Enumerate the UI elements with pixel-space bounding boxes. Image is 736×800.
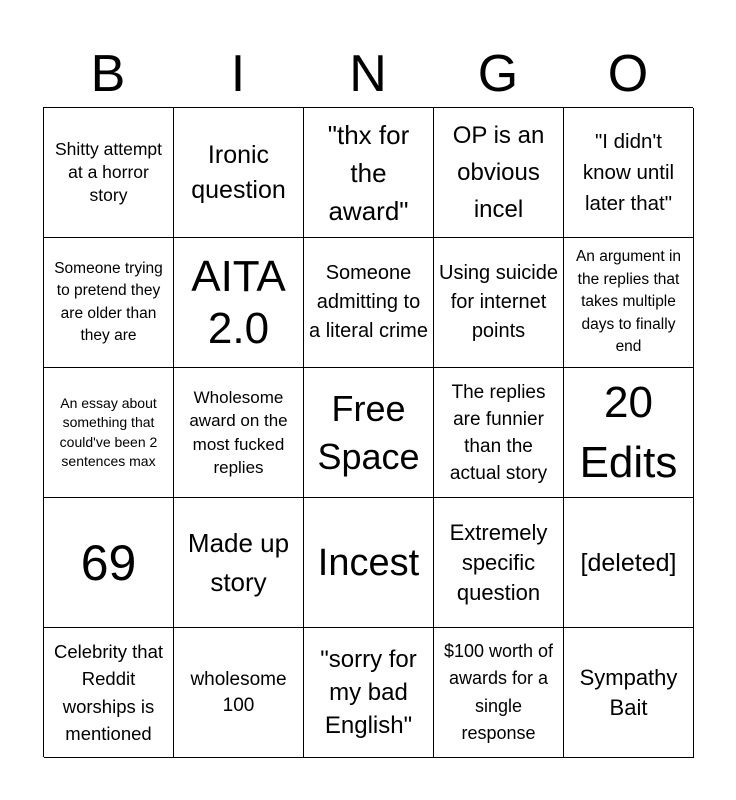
bingo-cell[interactable] <box>174 108 304 238</box>
bingo-cell[interactable] <box>564 368 694 498</box>
bingo-cell[interactable] <box>304 238 434 368</box>
bingo-cell[interactable] <box>304 498 434 628</box>
header-letter-i: I <box>230 45 246 103</box>
cell-text: Celebrity that Reddit worships is mentioned <box>54 640 163 744</box>
cell-text: wholesome 100 <box>190 668 287 716</box>
bingo-cell[interactable] <box>434 628 564 758</box>
cell-text: OP is an obvious incel <box>452 122 545 223</box>
cell-text: An argument in the replies that takes multiple days to finally end <box>575 248 682 356</box>
cell-text: The replies are funnier than the actual story <box>449 381 548 484</box>
cell-text: Extremely specific question <box>449 519 548 605</box>
bingo-cell[interactable] <box>434 238 564 368</box>
cell-text: Incest <box>317 541 420 584</box>
cell-text: "I didn't know until later that" <box>582 130 675 215</box>
bingo-cell[interactable] <box>44 368 174 498</box>
bingo-board <box>43 107 693 757</box>
bingo-cell[interactable] <box>564 238 694 368</box>
header-letter-b: B <box>90 45 126 103</box>
cell-text: Someone admitting to a literal crime <box>309 262 428 342</box>
cell-text: AITA 2.0 <box>191 251 286 353</box>
bingo-cell[interactable] <box>44 498 174 628</box>
header-letter-o: O <box>607 45 649 103</box>
bingo-cell[interactable] <box>434 368 564 498</box>
bingo-cell[interactable] <box>44 628 174 758</box>
cell-text: Made up story <box>187 527 290 597</box>
bingo-cell[interactable] <box>44 238 174 368</box>
bingo-cell[interactable] <box>564 108 694 238</box>
bingo-cell[interactable] <box>174 498 304 628</box>
bingo-cell[interactable] <box>304 108 434 238</box>
bingo-cell[interactable] <box>564 628 694 758</box>
cell-text: Ironic question <box>191 140 286 204</box>
bingo-cell[interactable] <box>44 108 174 238</box>
cell-text: Shitty attempt at a horror story <box>55 139 162 205</box>
cell-text: [deleted] <box>580 548 677 577</box>
header-letter-n: N <box>349 45 387 103</box>
cell-text: An essay about something that could've been 2 sentences max <box>59 394 158 469</box>
cell-text: 69 <box>80 534 137 591</box>
cell-text: Wholesome award on the most fucked replies <box>189 387 288 477</box>
bingo-header <box>43 44 693 104</box>
bingo-cell[interactable] <box>434 498 564 628</box>
bingo-cell[interactable] <box>174 368 304 498</box>
cell-text: "thx for the award" <box>327 119 410 226</box>
bingo-cell[interactable] <box>564 498 694 628</box>
bingo-cell[interactable] <box>304 368 434 498</box>
cell-text: Sympathy Bait <box>579 664 678 720</box>
bingo-cell[interactable] <box>434 108 564 238</box>
cell-text: $100 worth of awards for a single response <box>443 640 554 743</box>
cell-text: Free Space <box>317 387 420 477</box>
bingo-cell[interactable] <box>304 628 434 758</box>
cell-text: "sorry for my bad English" <box>320 646 417 739</box>
header-letter-g: G <box>477 45 519 103</box>
cell-text: 20 Edits <box>579 377 678 487</box>
cell-text: Someone trying to pretend they are older than they are <box>54 259 163 344</box>
bingo-cell[interactable] <box>174 628 304 758</box>
bingo-cell[interactable] <box>174 238 304 368</box>
cell-text: Using suicide for internet points <box>439 262 558 342</box>
